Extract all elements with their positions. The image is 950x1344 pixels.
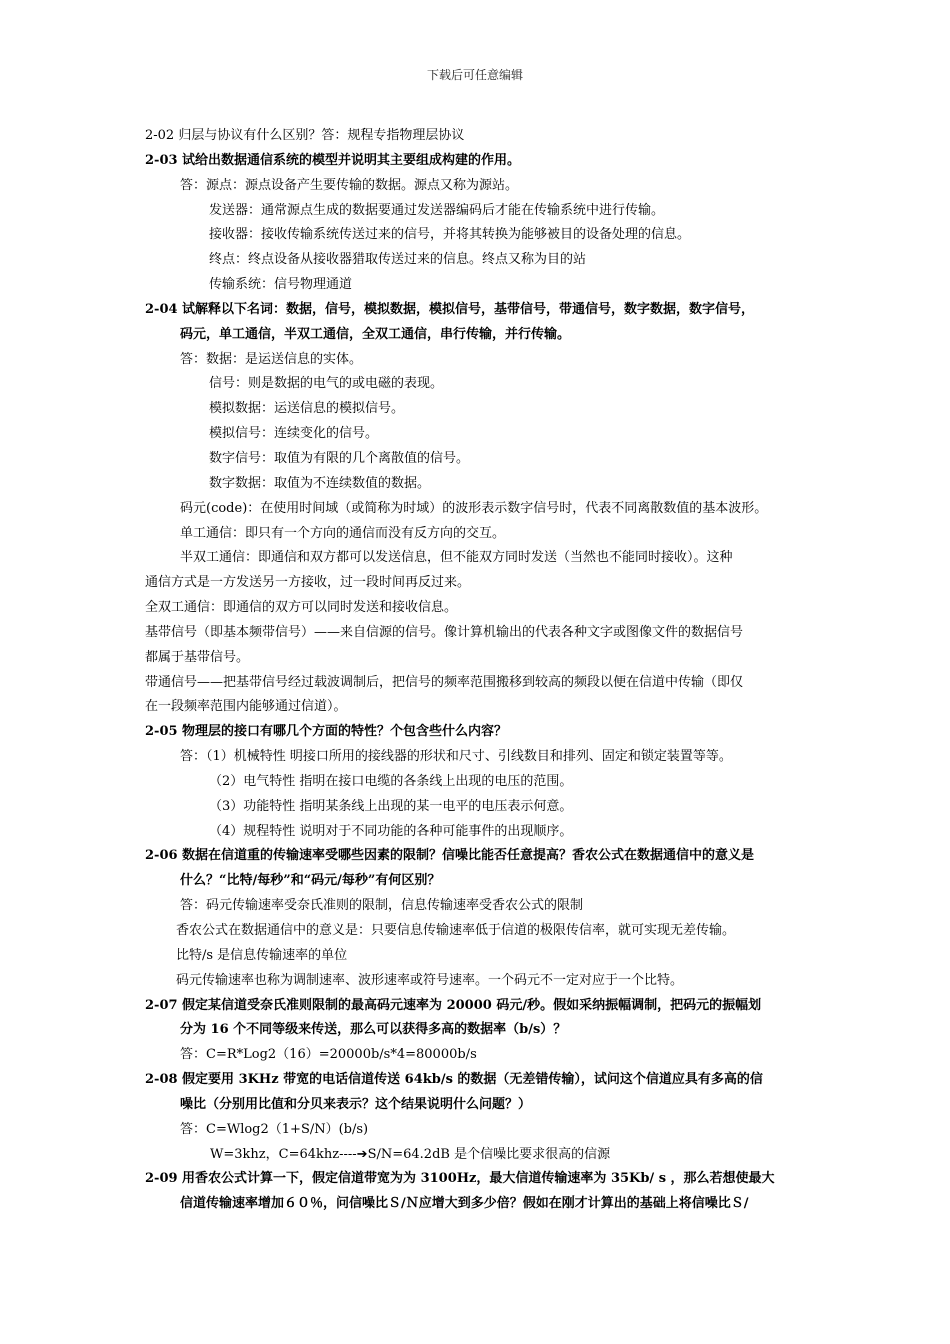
question-line: 2-04 试解释以下名词：数据，信号，模拟数据，模拟信号，基带信号，带通信号，数字数据，数字信号， <box>145 301 755 317</box>
document-body <box>145 124 825 1217</box>
text-line: 半双工通信：即通信和双方都可以发送信息，但不能双方同时发送（当然也不能同时接收）。这种 <box>180 550 733 566</box>
question-line: 噪比（分别用比值和分贝来表示？这个结果说明什么问题？） <box>180 1096 532 1112</box>
question-line: 什么？“比特/每秒”和“码元/每秒”有何区别？ <box>180 873 441 889</box>
text-line: 终点：终点设备从接收器猎取传送过来的信息。终点又称为目的站 <box>209 252 587 268</box>
text-line: 模拟数据：运送信息的模拟信号。 <box>209 401 405 417</box>
question-line: 2-05 物理层的接口有哪几个方面的特性？个包含些什么内容？ <box>145 724 508 740</box>
text-line: 带通信号——把基带信号经过载波调制后，把信号的频率范围搬移到较高的频段以便在信道中传输（即仅 <box>145 674 744 690</box>
text-line: 信号：则是数据的电气的或电磁的表现。 <box>209 376 444 392</box>
text-line: 答：C=R*Log2（16）=20000b/s*4=80000b/s <box>180 1047 477 1063</box>
question-line: 2-07 假定某信道受奈氏准则限制的最高码元速率为 20000 码元/秒。假如采纳振幅调制，把码元的振幅划 <box>145 997 762 1013</box>
text-line: 答：源点：源点设备产生要传输的数据。源点又称为源站。 <box>180 177 519 193</box>
question-line: 2-08 假定要用 3KHz 带宽的电话信道传送 64kb/s 的数据（无差错传输），试问这个信道应具有多高的信 <box>145 1072 763 1088</box>
text-line: 2-02 归层与协议有什么区别？答：规程专指物理层协议 <box>145 128 465 143</box>
text-line: 码元传输速率也称为调制速率、波形速率或符号速率。一个码元不一定对应于一个比特。 <box>176 972 684 988</box>
text-line: 码元(code)：在使用时间域（或简称为时域）的波形表示数字信号时，代表不同离散数值的基本波形。 <box>180 500 768 516</box>
text-line: 答：（1）机械特性 明接口所用的接线器的形状和尺寸、引线数目和排列、固定和锁定装置等等。 <box>180 749 732 765</box>
text-line: 比特/s 是信息传输速率的单位 <box>176 947 348 963</box>
text-line: 在一段频率范围内能够通过信道）。 <box>145 699 347 715</box>
question-line: 2-03 试给出数据通信系统的模型并说明其主要组成构建的作用。 <box>145 152 521 168</box>
text-line: （3）功能特性 指明某条线上出现的某一电平的电压表示何意。 <box>209 798 573 814</box>
text-line: （2）电气特性 指明在接口电缆的各条线上出现的电压的范围。 <box>209 773 573 789</box>
text-line: 接收器：接收传输系统传送过来的信号，并将其转换为能够被目的设备处理的信息。 <box>209 227 691 243</box>
question-line: 信道传输速率增加６０％，问信噪比Ｓ/Ｎ应增大到多少倍？假如在刚才计算出的基础上将信噪比Ｓ/ <box>180 1196 749 1212</box>
text-line: 基带信号（即基本频带信号）——来自信源的信号。像计算机输出的代表各种文字或图像文件的数据信号 <box>145 624 744 640</box>
text-line: 通信方式是一方发送另一方接收，过一段时间再反过来。 <box>145 575 471 591</box>
question-line: 2-09 用香农公式计算一下，假定信道带宽为为 3100Hz，最大信道传输速率为 35Kb/ s ，那么若想使最大 <box>145 1171 775 1187</box>
question-line: 2-06 数据在信道重的传输速率受哪些因素的限制？信噪比能否任意提高？香农公式在数据通信中的意义是 <box>145 848 755 864</box>
question-line: 码元，单工通信，半双工通信，全双工通信，串行传输，并行传输。 <box>180 326 571 342</box>
text-line: 答：数据：是运送信息的实体。 <box>180 351 363 367</box>
text-line: 答：码元传输速率受奈氏准则的限制，信息传输速率受香农公式的限制 <box>180 898 584 914</box>
text-line: 数字信号：取值为有限的几个离散值的信号。 <box>209 450 470 466</box>
text-line: W=3khz，C=64khz----➔S/N=64.2dB 是个信噪比要求很高的信源 <box>210 1146 611 1162</box>
text-line: 单工通信：即只有一个方向的通信而没有反方向的交互。 <box>180 525 506 541</box>
text-line: 全双工通信：即通信的双方可以同时发送和接收信息。 <box>145 600 458 616</box>
page-header: 下载后可任意编辑 <box>426 68 523 82</box>
text-line: 传输系统：信号物理通道 <box>209 277 353 293</box>
text-line: 答：C=Wlog2（1+S/N）(b/s) <box>180 1121 369 1137</box>
text-line: （4）规程特性 说明对于不同功能的各种可能事件的出现顺序。 <box>209 823 573 839</box>
text-line: 都属于基带信号。 <box>145 649 250 665</box>
text-line: 香农公式在数据通信中的意义是：只要信息传输速率低于信道的极限传信率，就可实现无差传输。 <box>176 923 736 938</box>
text-line: 数字数据：取值为不连续数值的数据。 <box>209 475 431 491</box>
text-line: 发送器：通常源点生成的数据要通过发送器编码后才能在传输系统中进行传输。 <box>209 202 665 218</box>
text-line: 模拟信号：连续变化的信号。 <box>209 426 379 442</box>
question-line: 分为 16 个不同等级来传送，那么可以获得多高的数据率（b/s）？ <box>180 1022 567 1038</box>
